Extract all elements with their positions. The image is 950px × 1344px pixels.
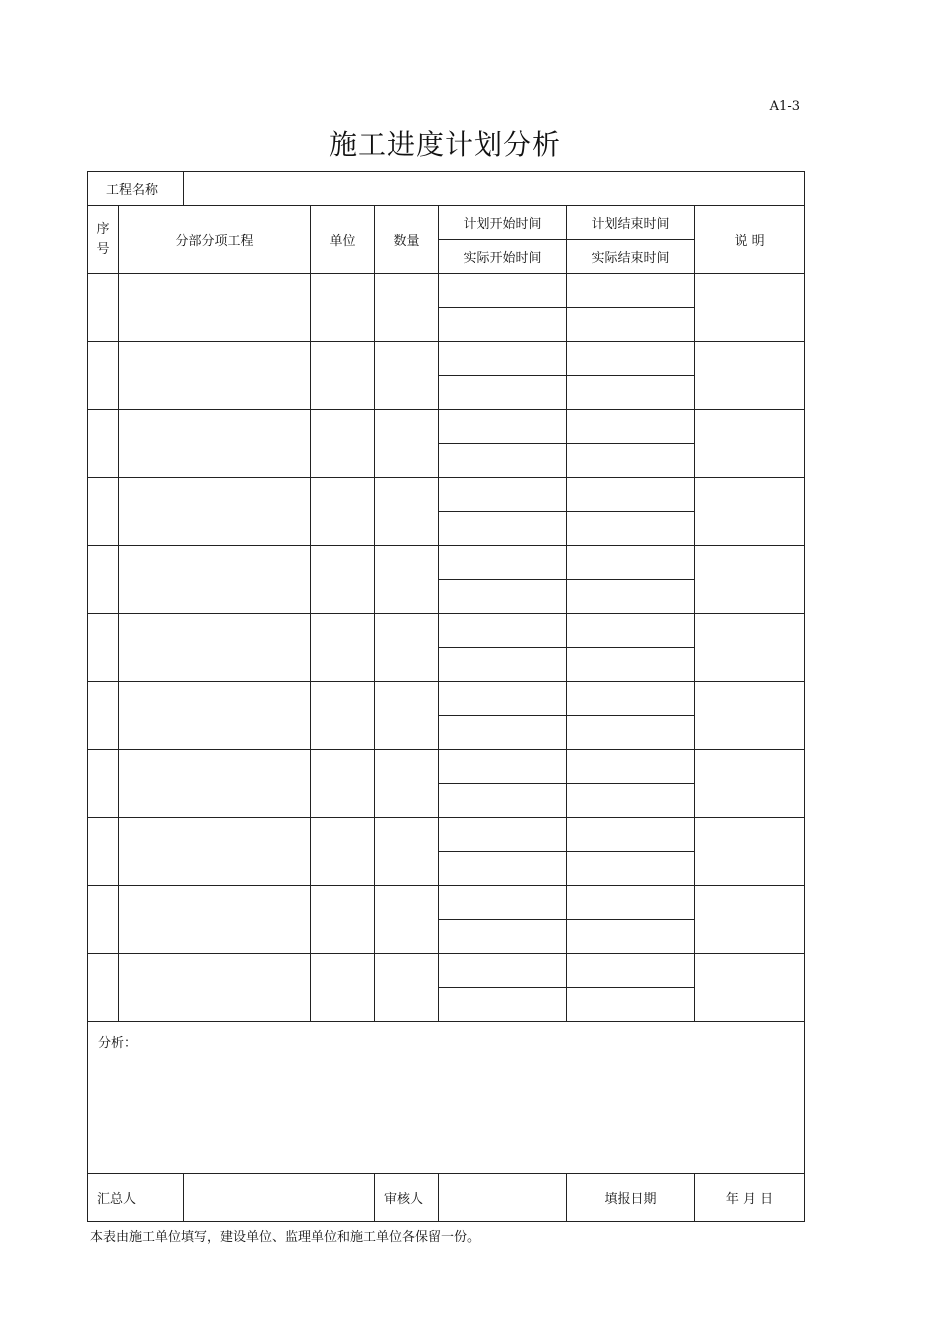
cell-actual-end[interactable] [567,444,695,478]
cell-actual-end[interactable] [567,648,695,682]
cell-actual-end[interactable] [567,376,695,410]
header-actual-start: 实际开始时间 [439,240,567,274]
cell-item[interactable] [119,274,311,342]
cell-plan-end[interactable] [567,274,695,308]
cell-plan-end[interactable] [567,954,695,988]
cell-actual-end[interactable] [567,988,695,1022]
cell-item[interactable] [119,682,311,750]
cell-plan-end[interactable] [567,818,695,852]
header-plan-end: 计划结束时间 [567,206,695,240]
cell-actual-end[interactable] [567,308,695,342]
project-name-row [88,172,805,206]
header-seq [88,206,119,274]
cell-plan-end[interactable] [567,886,695,920]
cell-qty[interactable] [375,750,439,818]
cell-actual-start[interactable] [439,648,567,682]
cell-plan-start[interactable] [439,274,567,308]
analysis-label: 分析： [98,1036,138,1051]
table-row [88,682,805,716]
cell-plan-start[interactable] [439,682,567,716]
cell-plan-end[interactable] [567,682,695,716]
cell-actual-start[interactable] [439,444,567,478]
cell-actual-end[interactable] [567,512,695,546]
cell-item[interactable] [119,954,311,1022]
cell-item[interactable] [119,818,311,886]
cell-plan-start[interactable] [439,478,567,512]
header-row [88,206,805,240]
page-title: 施工进度计划分析 [328,128,561,161]
cell-item[interactable] [119,886,311,954]
cell-actual-start[interactable] [439,716,567,750]
cell-remark[interactable] [695,410,805,478]
table-row [88,750,805,784]
cell-plan-end[interactable] [567,614,695,648]
cell-qty[interactable] [375,682,439,750]
header-qty: 数量 [375,206,439,274]
cell-plan-end[interactable] [567,750,695,784]
reviewer-field[interactable] [439,1174,567,1222]
summarizer-field[interactable] [184,1174,375,1222]
cell-plan-start[interactable] [439,750,567,784]
cell-actual-end[interactable] [567,580,695,614]
cell-plan-start[interactable] [439,886,567,920]
cell-item[interactable] [119,410,311,478]
cell-seq[interactable] [88,886,119,954]
cell-unit[interactable] [311,682,375,750]
cell-remark[interactable] [695,614,805,682]
cell-actual-start[interactable] [439,784,567,818]
header-remark: 说 明 [695,206,805,274]
footnote: 本表由施工单位填写，建设单位、监理单位和施工单位各保留一份。 [90,1230,481,1245]
cell-actual-end[interactable] [567,852,695,886]
cell-qty[interactable] [375,410,439,478]
cell-remark[interactable] [695,954,805,1022]
form-code: A1-3 [769,99,800,114]
cell-unit[interactable] [311,886,375,954]
cell-seq[interactable] [88,614,119,682]
cell-qty[interactable] [375,546,439,614]
schedule-analysis-table [87,171,805,1222]
summarizer-label: 汇总人 [88,1174,184,1222]
cell-unit[interactable] [311,750,375,818]
cell-plan-start[interactable] [439,954,567,988]
cell-actual-end[interactable] [567,920,695,954]
cell-item[interactable] [119,546,311,614]
cell-actual-start[interactable] [439,920,567,954]
header-plan-start: 计划开始时间 [439,206,567,240]
cell-seq[interactable] [88,818,119,886]
cell-actual-start[interactable] [439,308,567,342]
cell-remark[interactable] [695,682,805,750]
cell-unit[interactable] [311,818,375,886]
cell-plan-start[interactable] [439,614,567,648]
fill-date-label: 填报日期 [567,1174,695,1222]
cell-unit[interactable] [311,274,375,342]
fill-date-field[interactable]: 年 月 日 [695,1174,805,1222]
cell-remark[interactable] [695,750,805,818]
table-row [88,818,805,852]
cell-actual-start[interactable] [439,852,567,886]
cell-actual-start[interactable] [439,376,567,410]
cell-unit[interactable] [311,342,375,410]
signature-row [88,1174,805,1222]
cell-item[interactable] [119,342,311,410]
cell-unit[interactable] [311,954,375,1022]
header-unit: 单位 [311,206,375,274]
table-row [88,614,805,648]
cell-qty[interactable] [375,886,439,954]
cell-remark[interactable] [695,546,805,614]
cell-seq[interactable] [88,274,119,342]
cell-remark[interactable] [695,478,805,546]
cell-seq[interactable] [88,682,119,750]
cell-remark[interactable] [695,274,805,342]
cell-seq[interactable] [88,342,119,410]
cell-plan-start[interactable] [439,342,567,376]
cell-actual-end[interactable] [567,716,695,750]
table-row [88,410,805,444]
project-name-label: 工程名称 [88,172,184,206]
cell-actual-start[interactable] [439,580,567,614]
header-seq-label: 序 号 [96,221,110,257]
cell-remark[interactable] [695,886,805,954]
cell-seq[interactable] [88,478,119,546]
cell-plan-end[interactable] [567,410,695,444]
cell-unit[interactable] [311,614,375,682]
analysis-row [88,1022,805,1174]
cell-actual-end[interactable] [567,784,695,818]
cell-seq[interactable] [88,954,119,1022]
table-row [88,478,805,512]
table-row [88,954,805,988]
cell-plan-end[interactable] [567,478,695,512]
header-item: 分部分项工程 [119,206,311,274]
cell-qty[interactable] [375,954,439,1022]
cell-item[interactable] [119,478,311,546]
cell-qty[interactable] [375,614,439,682]
analysis-field[interactable] [88,1022,805,1174]
cell-remark[interactable] [695,818,805,886]
cell-qty[interactable] [375,478,439,546]
cell-unit[interactable] [311,410,375,478]
header-actual-end: 实际结束时间 [567,240,695,274]
cell-plan-end[interactable] [567,546,695,580]
cell-remark[interactable] [695,342,805,410]
reviewer-label: 审核人 [375,1174,439,1222]
table-row [88,546,805,580]
table-row [88,274,805,308]
cell-qty[interactable] [375,274,439,342]
cell-seq[interactable] [88,750,119,818]
cell-actual-start[interactable] [439,988,567,1022]
cell-item[interactable] [119,750,311,818]
cell-plan-start[interactable] [439,818,567,852]
cell-actual-start[interactable] [439,512,567,546]
cell-seq[interactable] [88,410,119,478]
cell-qty[interactable] [375,818,439,886]
cell-unit[interactable] [311,546,375,614]
cell-unit[interactable] [311,478,375,546]
cell-seq[interactable] [88,546,119,614]
table-row [88,886,805,920]
cell-qty[interactable] [375,342,439,410]
table-row [88,342,805,376]
cell-item[interactable] [119,614,311,682]
cell-plan-start[interactable] [439,410,567,444]
cell-plan-start[interactable] [439,546,567,580]
cell-plan-end[interactable] [567,342,695,376]
project-name-field[interactable] [184,172,805,206]
